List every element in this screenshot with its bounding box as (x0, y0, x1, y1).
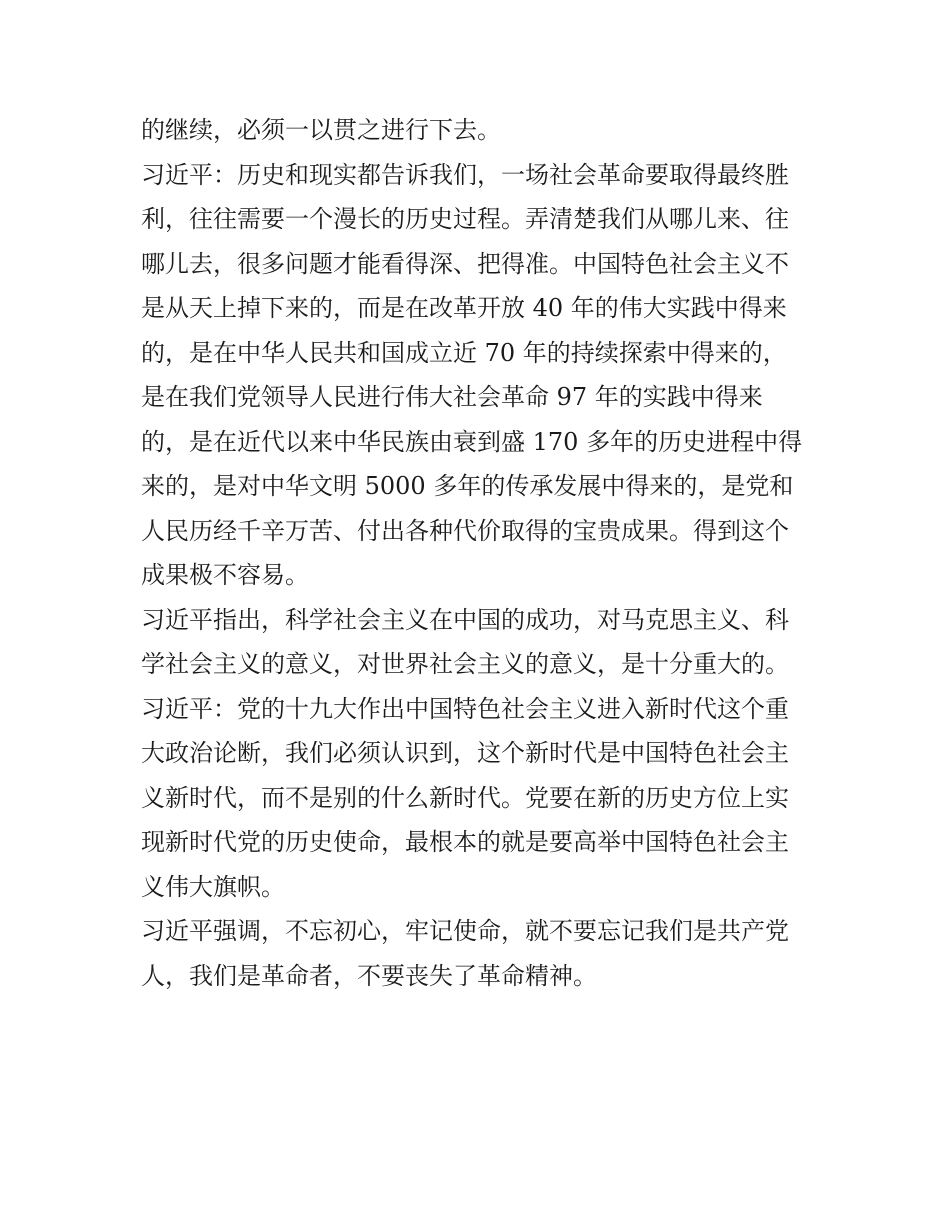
text-line: 的，是在中华人民共和国成立近 70 年的持续探索中得来的， (141, 338, 787, 367)
text-line: 大政治论断，我们必须认识到，这个新时代是中国特色社会主 (141, 739, 789, 767)
text-line: 是从天上掉下来的，而是在改革开放 40 年的伟大实践中得来 (141, 294, 787, 322)
text-line: 义伟大旗帜。 (141, 872, 285, 901)
text-line: 习近平：党的十九大作出中国特色社会主义进入新时代这个重 (141, 694, 789, 723)
text-line: 哪儿去，很多问题才能看得深、把得准。中国特色社会主义不 (141, 249, 789, 278)
text-line: 的，是在近代以来中华民族由衰到盛 170 多年的历史进程中得 (141, 427, 803, 456)
text-line: 人民历经千辛万苦、付出各种代价取得的宝贵成果。得到这个 (141, 516, 789, 545)
text-line: 人，我们是革命者，不要丧失了革命精神。 (141, 961, 597, 990)
text-line: 习近平指出，科学社会主义在中国的成功，对马克思主义、科 (141, 605, 789, 634)
text-line: 来的，是对中华文明 5000 多年的传承发展中得来的，是党和 (141, 472, 794, 500)
text-line: 习近平：历史和现实都告诉我们，一场社会革命要取得最终胜 (141, 160, 789, 189)
text-line: 成果极不容易。 (141, 561, 309, 589)
text-line: 义新时代，而不是别的什么新时代。党要在新的历史方位上实 (141, 783, 789, 812)
text-line: 是在我们党领导人民进行伟大社会革命 97 年的实践中得来 (141, 383, 763, 411)
text-line: 利，往往需要一个漫长的历史过程。弄清楚我们从哪儿来、往 (141, 205, 789, 233)
text-line: 学社会主义的意义，对世界社会主义的意义，是十分重大的。 (141, 650, 789, 678)
text-line: 习近平强调，不忘初心，牢记使命，就不要忘记我们是共产党 (141, 917, 789, 945)
text-line: 现新时代党的历史使命，最根本的就是要高举中国特色社会主 (141, 828, 789, 856)
document-body-text (141, 108, 821, 998)
text-line: 的继续，必须一以贯之进行下去。 (141, 116, 501, 144)
